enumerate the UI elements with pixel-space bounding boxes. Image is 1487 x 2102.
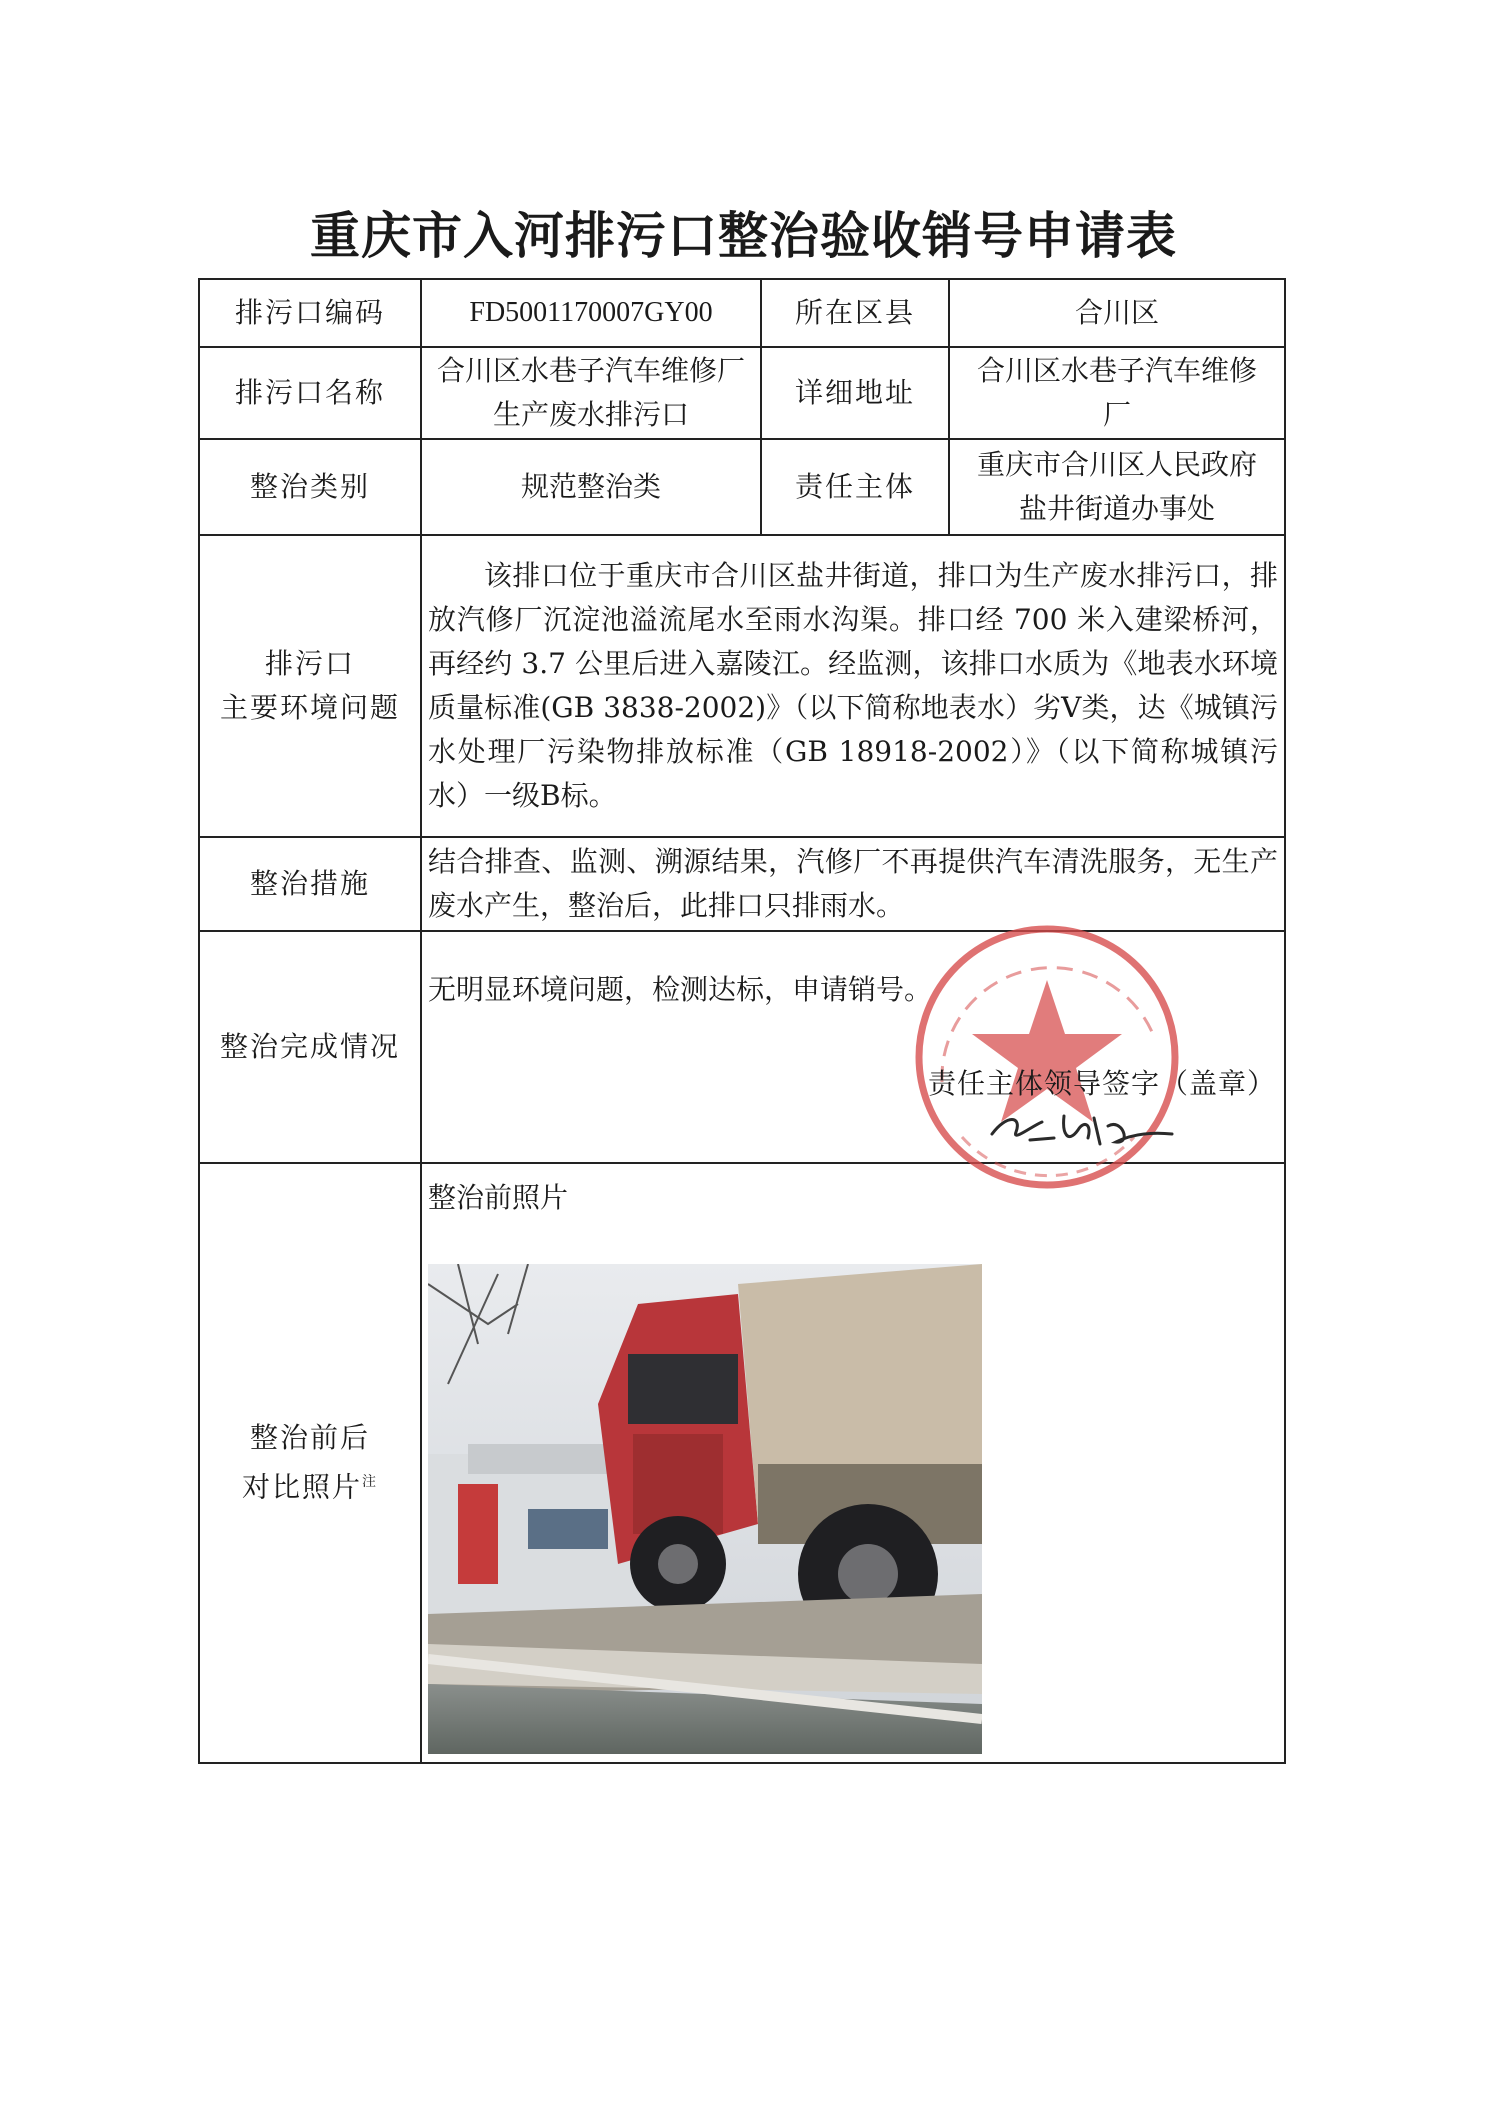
- problem-text-cell: [421, 535, 1285, 837]
- problem-text: 该排口位于重庆市合川区盐井街道，排口为生产废水排污口，排放汽修厂沉淀池溢流尾水至雨水沟渠。排口经 700 米入建梁桥河，再经约 3.7 公里后进入嘉陵江。经监测，该排口水质为《地表水环境质量标准(GB 3838-2002)》（以下简称地表水）劣V类，达《城镇污水处理厂污染物排放标准（GB 18918-2002）》（以下简称城镇污水）一级B标。: [428, 559, 1278, 812]
- measures-label: 整治措施: [199, 837, 421, 931]
- photos-label: [199, 1163, 421, 1763]
- address-value: [949, 347, 1285, 439]
- completion-label: 整治完成情况: [199, 931, 421, 1163]
- responsible-label: 责任主体: [761, 439, 949, 535]
- truck-photo-icon: [428, 1264, 982, 1754]
- measures-text: 结合排查、监测、溯源结果，汽修厂不再提供汽车清洗服务，无生产废水产生，整治后，此排口只排雨水。: [421, 837, 1285, 931]
- sign-label: 责任主体领导签字（盖章）: [927, 1067, 1276, 1100]
- row-photos: [199, 1163, 1285, 1763]
- responsible-value-line1: 重庆市合川区人民政府: [976, 448, 1257, 481]
- row-code: [199, 279, 1285, 347]
- photo-cell: [421, 1163, 1285, 1763]
- application-form-table: [198, 278, 1286, 1764]
- address-value-line1: 合川区水巷子汽车维修: [976, 354, 1257, 387]
- category-value: 规范整治类: [421, 439, 761, 535]
- address-value-line2: 厂: [1102, 398, 1131, 431]
- name-value-line1: 合川区水巷子汽车维修厂: [436, 354, 745, 387]
- problem-label-line2: 主要环境问题: [219, 691, 400, 724]
- row-name: [199, 347, 1285, 439]
- row-completion: [199, 931, 1285, 1163]
- completion-cell: [421, 931, 1285, 1163]
- name-value: [421, 347, 761, 439]
- problem-label-line1: 排污口: [264, 647, 355, 680]
- completion-text: 无明显环境问题，检测达标，申请销号。: [428, 973, 933, 1006]
- photo-caption: 整治前照片: [428, 1181, 569, 1214]
- address-label: 详细地址: [761, 347, 949, 439]
- name-value-line2: 生产废水排污口: [492, 398, 689, 431]
- row-problem: [199, 535, 1285, 837]
- page-title: 重庆市入河排污口整治验收销号申请表: [310, 207, 1177, 265]
- responsible-value: [949, 439, 1285, 535]
- district-label: 所在区县: [761, 279, 949, 347]
- district-value: 合川区: [949, 279, 1285, 347]
- handwritten-signature-icon: [982, 1104, 1182, 1167]
- photos-label-line1: 整治前后: [249, 1421, 370, 1455]
- responsible-value-line2: 盐井街道办事处: [1018, 492, 1215, 525]
- code-label: 排污口编码: [199, 279, 421, 347]
- photos-label-note: 注: [362, 1474, 378, 1491]
- name-label: 排污口名称: [199, 347, 421, 439]
- photos-label-line2: [206, 1460, 414, 1509]
- problem-label: [199, 535, 421, 837]
- row-category: [199, 439, 1285, 535]
- category-label: 整治类别: [199, 439, 421, 535]
- code-value: FD5001170007GY00: [421, 279, 761, 347]
- photos-label-text: 对比照片: [241, 1470, 362, 1504]
